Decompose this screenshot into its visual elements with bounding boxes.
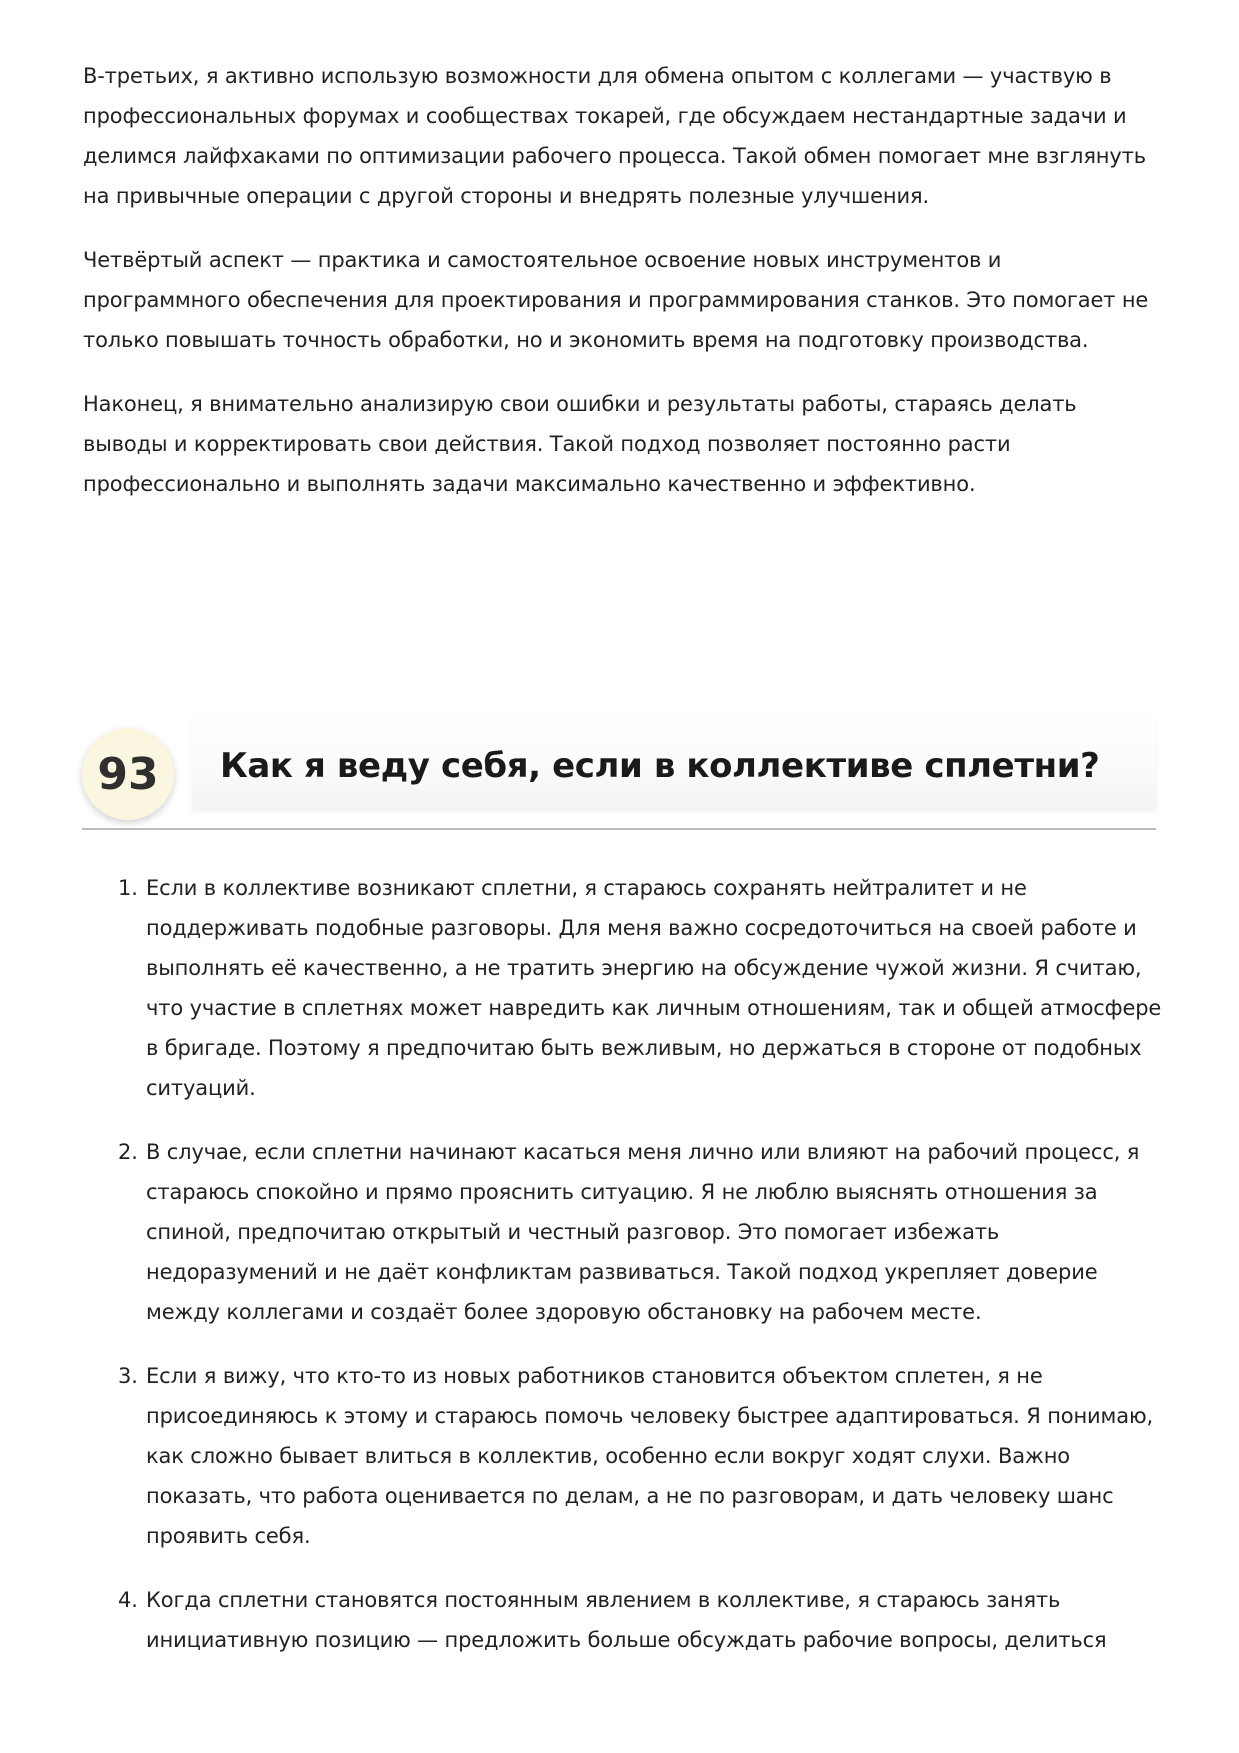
list-item [118, 1580, 1166, 1660]
list-item [118, 1356, 1166, 1556]
list-item-number: 1. [118, 876, 138, 900]
list-item [118, 868, 1166, 1108]
paragraph: Наконец, я внимательно анализирую свои ошибки и результаты работы, стараясь делать выводы и корректировать свои действия. Такой подход позволяет постоянно расти профессионально и выполнять задачи максимально качественно и эффективно. [83, 392, 1077, 496]
list-item-text: В случае, если сплетни начинают касаться меня лично или влияют на рабочий процесс, я стараюсь спокойно и прямо прояснить ситуацию. Я не люблю выяснять отношения за спиной, предпочитаю открытый и честный разговор. Это помогает избежать недоразумений и не даёт конфликтам развиваться. Такой подход укрепляет доверие между коллегами и создаёт более здоровую обстановку на рабочем месте. [146, 1140, 1140, 1324]
list-item-text: Если в коллективе возникают сплетни, я стараюсь сохранять нейтралитет и не поддерживать подобные разговоры. Для меня важно сосредоточиться на своей работе и выполнять её качественно, а не тратить энергию на обсуждение чужой жизни. Я считаю, что участие в сплетнях может навредить как личным отношениям, так и общей атмосфере в бригаде. Поэтому я предпочитаю быть вежливым, но держаться в стороне от подобных ситуаций. [146, 876, 1162, 1100]
list-item [118, 1132, 1166, 1332]
list-item-number: 3. [118, 1364, 138, 1388]
question-number-badge: 93 [82, 728, 174, 820]
list-item-number: 4. [118, 1588, 138, 1612]
list-item-number: 2. [118, 1140, 138, 1164]
answer-list [118, 868, 1166, 1684]
list-item-text: Когда сплетни становятся постоянным явлением в коллективе, я стараюсь занять инициативную позицию — предложить больше обсуждать рабочие вопросы, делиться [146, 1588, 1107, 1652]
question-header [82, 718, 1156, 830]
intro-section [83, 56, 1163, 528]
question-title: Как я веду себя, если в коллективе сплетни? [220, 746, 1100, 786]
list-item-text: Если я вижу, что кто-то из новых работников становится объектом сплетен, я не присоединяюсь к этому и стараюсь помочь человеку быстрее адаптироваться. Я понимаю, как сложно бывает влиться в коллектив, особенно если вокруг ходят слухи. Важно показать, что работа оценивается по делам, а не по разговорам, и дать человеку шанс проявить себя. [146, 1364, 1154, 1548]
paragraph: В-третьих, я активно использую возможности для обмена опытом с коллегами — участвую в профессиональных форумах и сообществах токарей, где обсуждаем нестандартные задачи и делимся лайфхаками по оптимизации рабочего процесса. Такой обмен помогает мне взглянуть на привычные операции с другой стороны и внедрять полезные улучшения. [83, 64, 1146, 208]
paragraph: Четвёртый аспект — практика и самостоятельное освоение новых инструментов и программного обеспечения для проектирования и программирования станков. Это помогает не только повышать точность обработки, но и экономить время на подготовку производства. [83, 248, 1149, 352]
